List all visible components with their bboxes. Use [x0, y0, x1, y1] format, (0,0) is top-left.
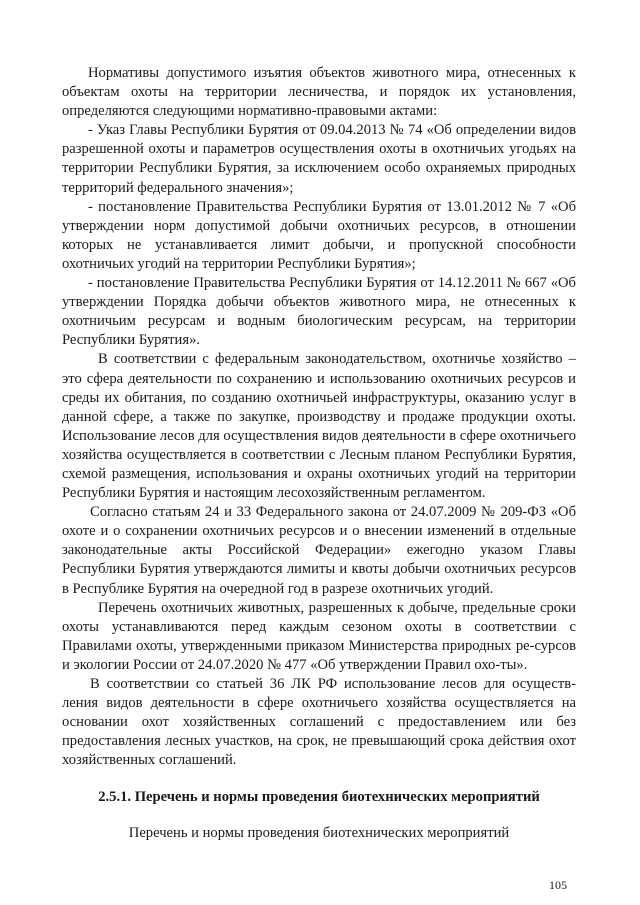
page-number: 105: [549, 878, 567, 892]
paragraph-forest-code: В соответствии со статьей 36 ЛК РФ использование лесов для осуществ-ления видов деятельности в сфере охотничьего хозяйства осуществляется на основании охот хозяйственных соглашений с предоставлением или без предоставления лесных участков, на срок, не превышающий срока действия охот хозяйственных соглашений.: [62, 676, 576, 769]
paragraph-intro: Нормативы допустимого изъятия объектов животного мира, отнесенных к объектам охоты на территории лесничества, и порядок их установления, определяются следующими нормативно-правовыми актами:: [62, 65, 576, 120]
paragraph-hunting-economy: В соответствии с федеральным законодательством, охотничье хозяйство – это сфера деятельности по сохранению и использованию охотничьих ресурсов и среды их обитания, по созданию охотничьей инфраструктуры, оказанию услуг в данной сфере, а также по закупке, производству и продаже продукции охоты. Использование лесов для осуществления видов деятельности в сфере охотничьего хозяйства осуществляется в соответствии с Лесным планом Республики Бурятия, схемой размещения, использования и охраны охотничьих угодий на территории Республики Бурятия и настоящим лесохозяйственным регламентом.: [62, 351, 576, 502]
list-item-decree-74: - Указ Главы Республики Бурятия от 09.04.2013 № 74 «Об определении видов разрешенной охоты и параметров осуществления охоты в охотничьих угодьях на территории Республики Бурятия, за исключением особо охраняемых природных территорий федерального значения»;: [62, 122, 576, 196]
list-item-resolution-7: - постановление Правительства Республики Бурятия от 13.01.2012 № 7 «Об утверждении норм допустимой добычи охотничьих ресурсов, в отношении которых не устанавливается лимит добычи, и пропускной способности охотничьих угодий на территории Республики Бурятия»;: [62, 198, 576, 272]
section-heading: 2.5.1. Перечень и нормы проведения биотехнических мероприятий: [98, 789, 540, 805]
body-text: [62, 64, 576, 770]
paragraph-hunting-rules: Перечень охотничьих животных, разрешенных к добыче, предельные сроки охоты устанавливаются перед каждым сезоном охоты в соответствии с Правилами охоты, утвержденными приказом Министерства природных ре-сурсов и экологии России от 24.07.2020 № 477 «Об утверждении Правил охо-ты».: [62, 599, 576, 673]
paragraph-federal-law: Согласно статьям 24 и 33 Федерального закона от 24.07.2009 № 209-ФЗ «Об охоте и о сохранении охотничьих ресурсов и о внесении изменений в отдельные законодательные акты Российской Федерации» ежегодно указом Главы Республики Бурятия утверждаются лимиты и квоты добычи охотничьих ресурсов в Республике Бурятия на очередной год в разрезе охотничьих угодий.: [62, 504, 576, 597]
table-caption: Перечень и нормы проведения биотехнических мероприятий: [128, 825, 510, 841]
list-item-resolution-667: - постановление Правительства Республики Бурятия от 14.12.2011 № 667 «Об утверждении Порядка добычи объектов животного мира, не отнесенных к охотничьим ресурсам и водным биологическим ресурсам, на территории Республики Бурятия».: [62, 275, 576, 349]
